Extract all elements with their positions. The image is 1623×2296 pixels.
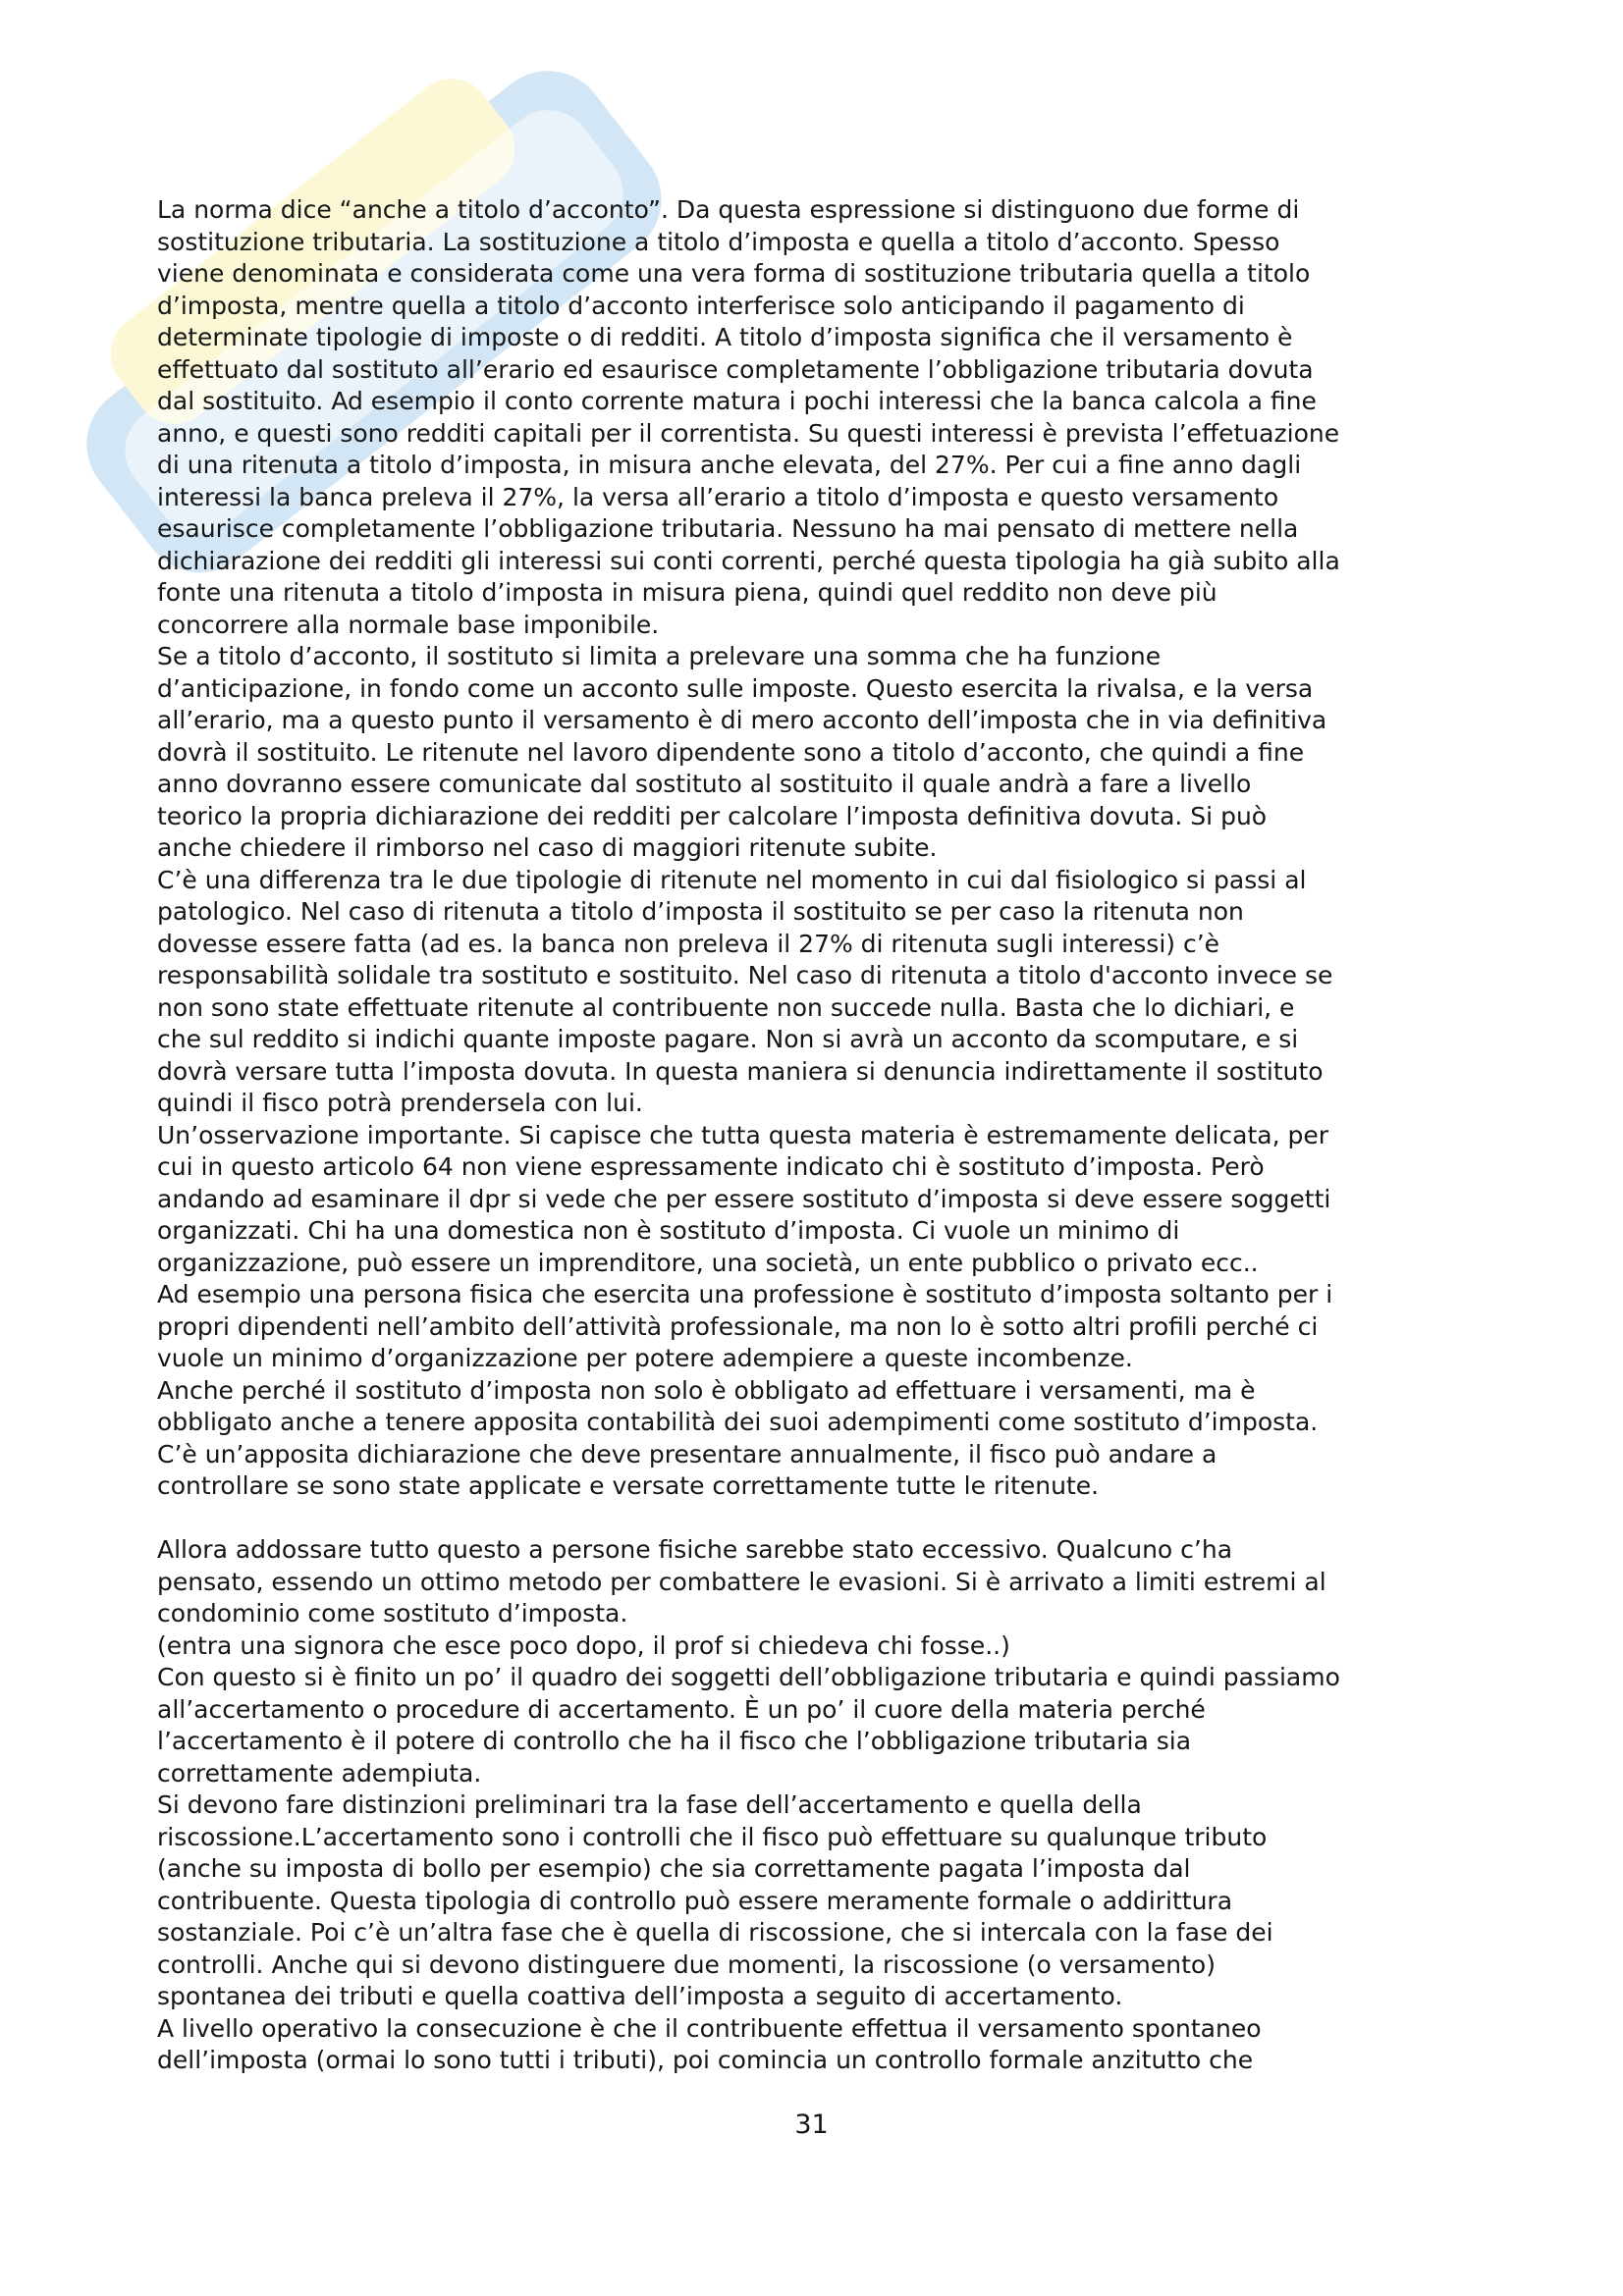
text-line: l’accertamento è il potere di controllo che ha il fisco che l’obbligazione tributaria sia <box>157 1727 1192 1755</box>
text-line: Anche perché il sostituto d’imposta non solo è obbligato ad effettuare i versamenti, ma è <box>157 1375 1256 1405</box>
text-line: (entra una signora che esce poco dopo, il prof si chiedeva chi fosse..) <box>157 1630 1010 1660</box>
text-line: (anche su imposta di bollo per esempio) che sia correttamente pagata l’imposta dal <box>157 1854 1191 1883</box>
text-line: organizzati. Chi ha una domestica non è sostituto d’imposta. Ci vuole un minimo di <box>157 1216 1180 1245</box>
text-line: anche chiedere il rimborso nel caso di maggiori ritenute subite. <box>157 833 938 862</box>
text-line: Si devono fare distinzioni preliminari tra la fase dell’accertamento e quella della <box>157 1790 1142 1819</box>
text-line: dell’imposta (ormai lo sono tutti i tributi), poi comincia un controllo formale anzitutto che <box>157 2046 1254 2074</box>
text-line: esaurisce completamente l’obbligazione tributaria. Nessuno ha mai pensato di mettere nella <box>157 514 1299 543</box>
text-line: controlli. Anche qui si devono distinguere due momenti, la riscossione (o versamento) <box>157 1949 1216 1979</box>
text-line: interessi la banca preleva il 27%, la versa all’erario a titolo d’imposta e questo versamento <box>157 482 1279 511</box>
text-line: vuole un minimo d’organizzazione per potere adempiere a queste incombenze. <box>157 1344 1133 1372</box>
text-line: patologico. Nel caso di ritenuta a titolo d’imposta il sostituito se per caso la ritenuta non <box>157 897 1244 926</box>
text-line: anno, e questi sono redditi capitali per il correntista. Su questi interessi è prevista l’effetuazione <box>157 418 1340 448</box>
text-line: Con questo si è finito un po’ il quadro dei soggetti dell’obbligazione tributaria e quindi passiamo <box>157 1663 1340 1691</box>
text-line: determinate tipologie di imposte o di redditi. A titolo d’imposta significa che il versamento è <box>157 323 1293 351</box>
text-line: sostituzione tributaria. La sostituzione a titolo d’imposta e quella a titolo d’acconto. Spesso <box>157 227 1280 256</box>
text-line: cui in questo articolo 64 non viene espressamente indicato chi è sostituto d’imposta. Però <box>157 1152 1265 1181</box>
text-line: d’imposta, mentre quella a titolo d’acconto interferisce solo anticipando il pagamento di <box>157 291 1245 320</box>
text-line: Ad esempio una persona fisica che esercita una professione è sostituto d’imposta soltanto per i <box>157 1280 1333 1308</box>
text-line: controllare se sono state applicate e versate correttamente tutte le ritenute. <box>157 1471 1100 1500</box>
text-line: quindi il fisco potrà prendersela con lui. <box>157 1089 643 1117</box>
text-line: andando ad esaminare il dpr si vede che per essere sostituto d’imposta si deve essere soggetti <box>157 1184 1331 1213</box>
text-line: non sono state effettuate ritenute al contribuente non succede nulla. Basta che lo dichiari, e <box>157 992 1295 1022</box>
text-line: dovesse essere fatta (ad es. la banca non preleva il 27% di ritenuta sugli interessi) c’è <box>157 929 1220 958</box>
text-line: obbligato anche a tenere apposita contabilità dei suoi adempimenti come sostituto d’imposta. <box>157 1408 1319 1436</box>
text-line: dovrà il sostituito. Le ritenute nel lavoro dipendente sono a titolo d’acconto, che quindi a fine <box>157 737 1305 767</box>
text-line: all’erario, ma a questo punto il versamento è di mero acconto dell’imposta che in via definitiva <box>157 706 1327 734</box>
text-line: viene denominata e considerata come una vera forma di sostituzione tributaria quella a titolo <box>157 259 1311 288</box>
text-line: sostanziale. Poi c’è un’altra fase che è quella di riscossione, che si intercala con la fase dei <box>157 1918 1273 1947</box>
text-line: Un’osservazione importante. Si capisce che tutta questa materia è estremamente delicata, per <box>157 1120 1329 1149</box>
text-line: A livello operativo la consecuzione è che il contribuente effettua il versamento spontaneo <box>157 2013 1262 2043</box>
text-line: che sul reddito si indichi quante imposte pagare. Non si avrà un acconto da scomputare, e si <box>157 1025 1299 1053</box>
text-line: teorico la propria dichiarazione dei redditi per calcolare l’imposta definitiva dovuta. Si può <box>157 801 1268 830</box>
paragraph-break <box>157 1503 1532 1535</box>
text-line: propri dipendenti nell’ambito dell’attività professionale, ma non lo è sotto altri profili perché ci <box>157 1311 1319 1341</box>
text-line: spontanea dei tributi e quella coattiva dell’imposta a seguito di accertamento. <box>157 1982 1123 2010</box>
text-line: di una ritenuta a titolo d’imposta, in misura anche elevata, del 27%. Per cui a fine anno dagli <box>157 451 1302 479</box>
document-body <box>157 194 1532 2077</box>
text-line: Se a titolo d’acconto, il sostituto si limita a prelevare una somma che ha funzione <box>157 642 1162 670</box>
text-line: effettuato dal sostituto all’erario ed esaurisce completamente l’obbligazione tributaria dovuta <box>157 354 1314 384</box>
text-line: dichiarazione dei redditi gli interessi sui conti correnti, perché questa tipologia ha già subito alla <box>157 546 1340 575</box>
text-line: organizzazione, può essere un imprenditore, una società, un ente pubblico o privato ecc.. <box>157 1248 1259 1277</box>
text-line: anno dovranno essere comunicate dal sostituto al sostituito il quale andrà a fare a livello <box>157 770 1252 798</box>
text-line: responsabilità solidale tra sostituto e sostituito. Nel caso di ritenuta a titolo d'acconto invece se <box>157 961 1333 989</box>
text-line: all’accertamento o procedure di accertamento. È un po’ il cuore della materia perché <box>157 1694 1206 1724</box>
text-line: contribuente. Questa tipologia di controllo può essere meramente formale o addirittura <box>157 1886 1233 1915</box>
text-line: fonte una ritenuta a titolo d’imposta in misura piena, quindi quel reddito non deve più <box>157 578 1217 607</box>
text-line: dal sostituito. Ad esempio il conto corrente matura i pochi interessi che la banca calcola a fine <box>157 387 1317 415</box>
page-number: 31 <box>794 2109 829 2140</box>
text-line: concorrere alla normale base imponibile. <box>157 610 660 639</box>
text-line: d’anticipazione, in fondo come un acconto sulle imposte. Questo esercita la rivalsa, e la versa <box>157 673 1314 703</box>
text-line: pensato, essendo un ottimo metodo per combattere le evasioni. Si è arrivato a limiti estremi al <box>157 1567 1326 1596</box>
text-line: riscossione.L’accertamento sono i controlli che il fisco può effettuare su qualunque tributo <box>157 1822 1268 1851</box>
text-line: La norma dice “anche a titolo d’acconto”. Da questa espressione si distinguono due forme di <box>157 195 1300 224</box>
text-line: C’è un’apposita dichiarazione che deve presentare annualmente, il fisco può andare a <box>157 1439 1217 1468</box>
text-line: C’è una differenza tra le due tipologie di ritenute nel momento in cui dal fisiologico si passi al <box>157 865 1307 894</box>
text-line: dovrà versare tutta l’imposta dovuta. In questa maniera si denuncia indirettamente il sostituto <box>157 1056 1324 1086</box>
text-line: condominio come sostituto d’imposta. <box>157 1599 628 1628</box>
text-line: correttamente adempiuta. <box>157 1758 482 1788</box>
text-line: Allora addossare tutto questo a persone fisiche sarebbe stato eccessivo. Qualcuno c’ha <box>157 1535 1233 1564</box>
